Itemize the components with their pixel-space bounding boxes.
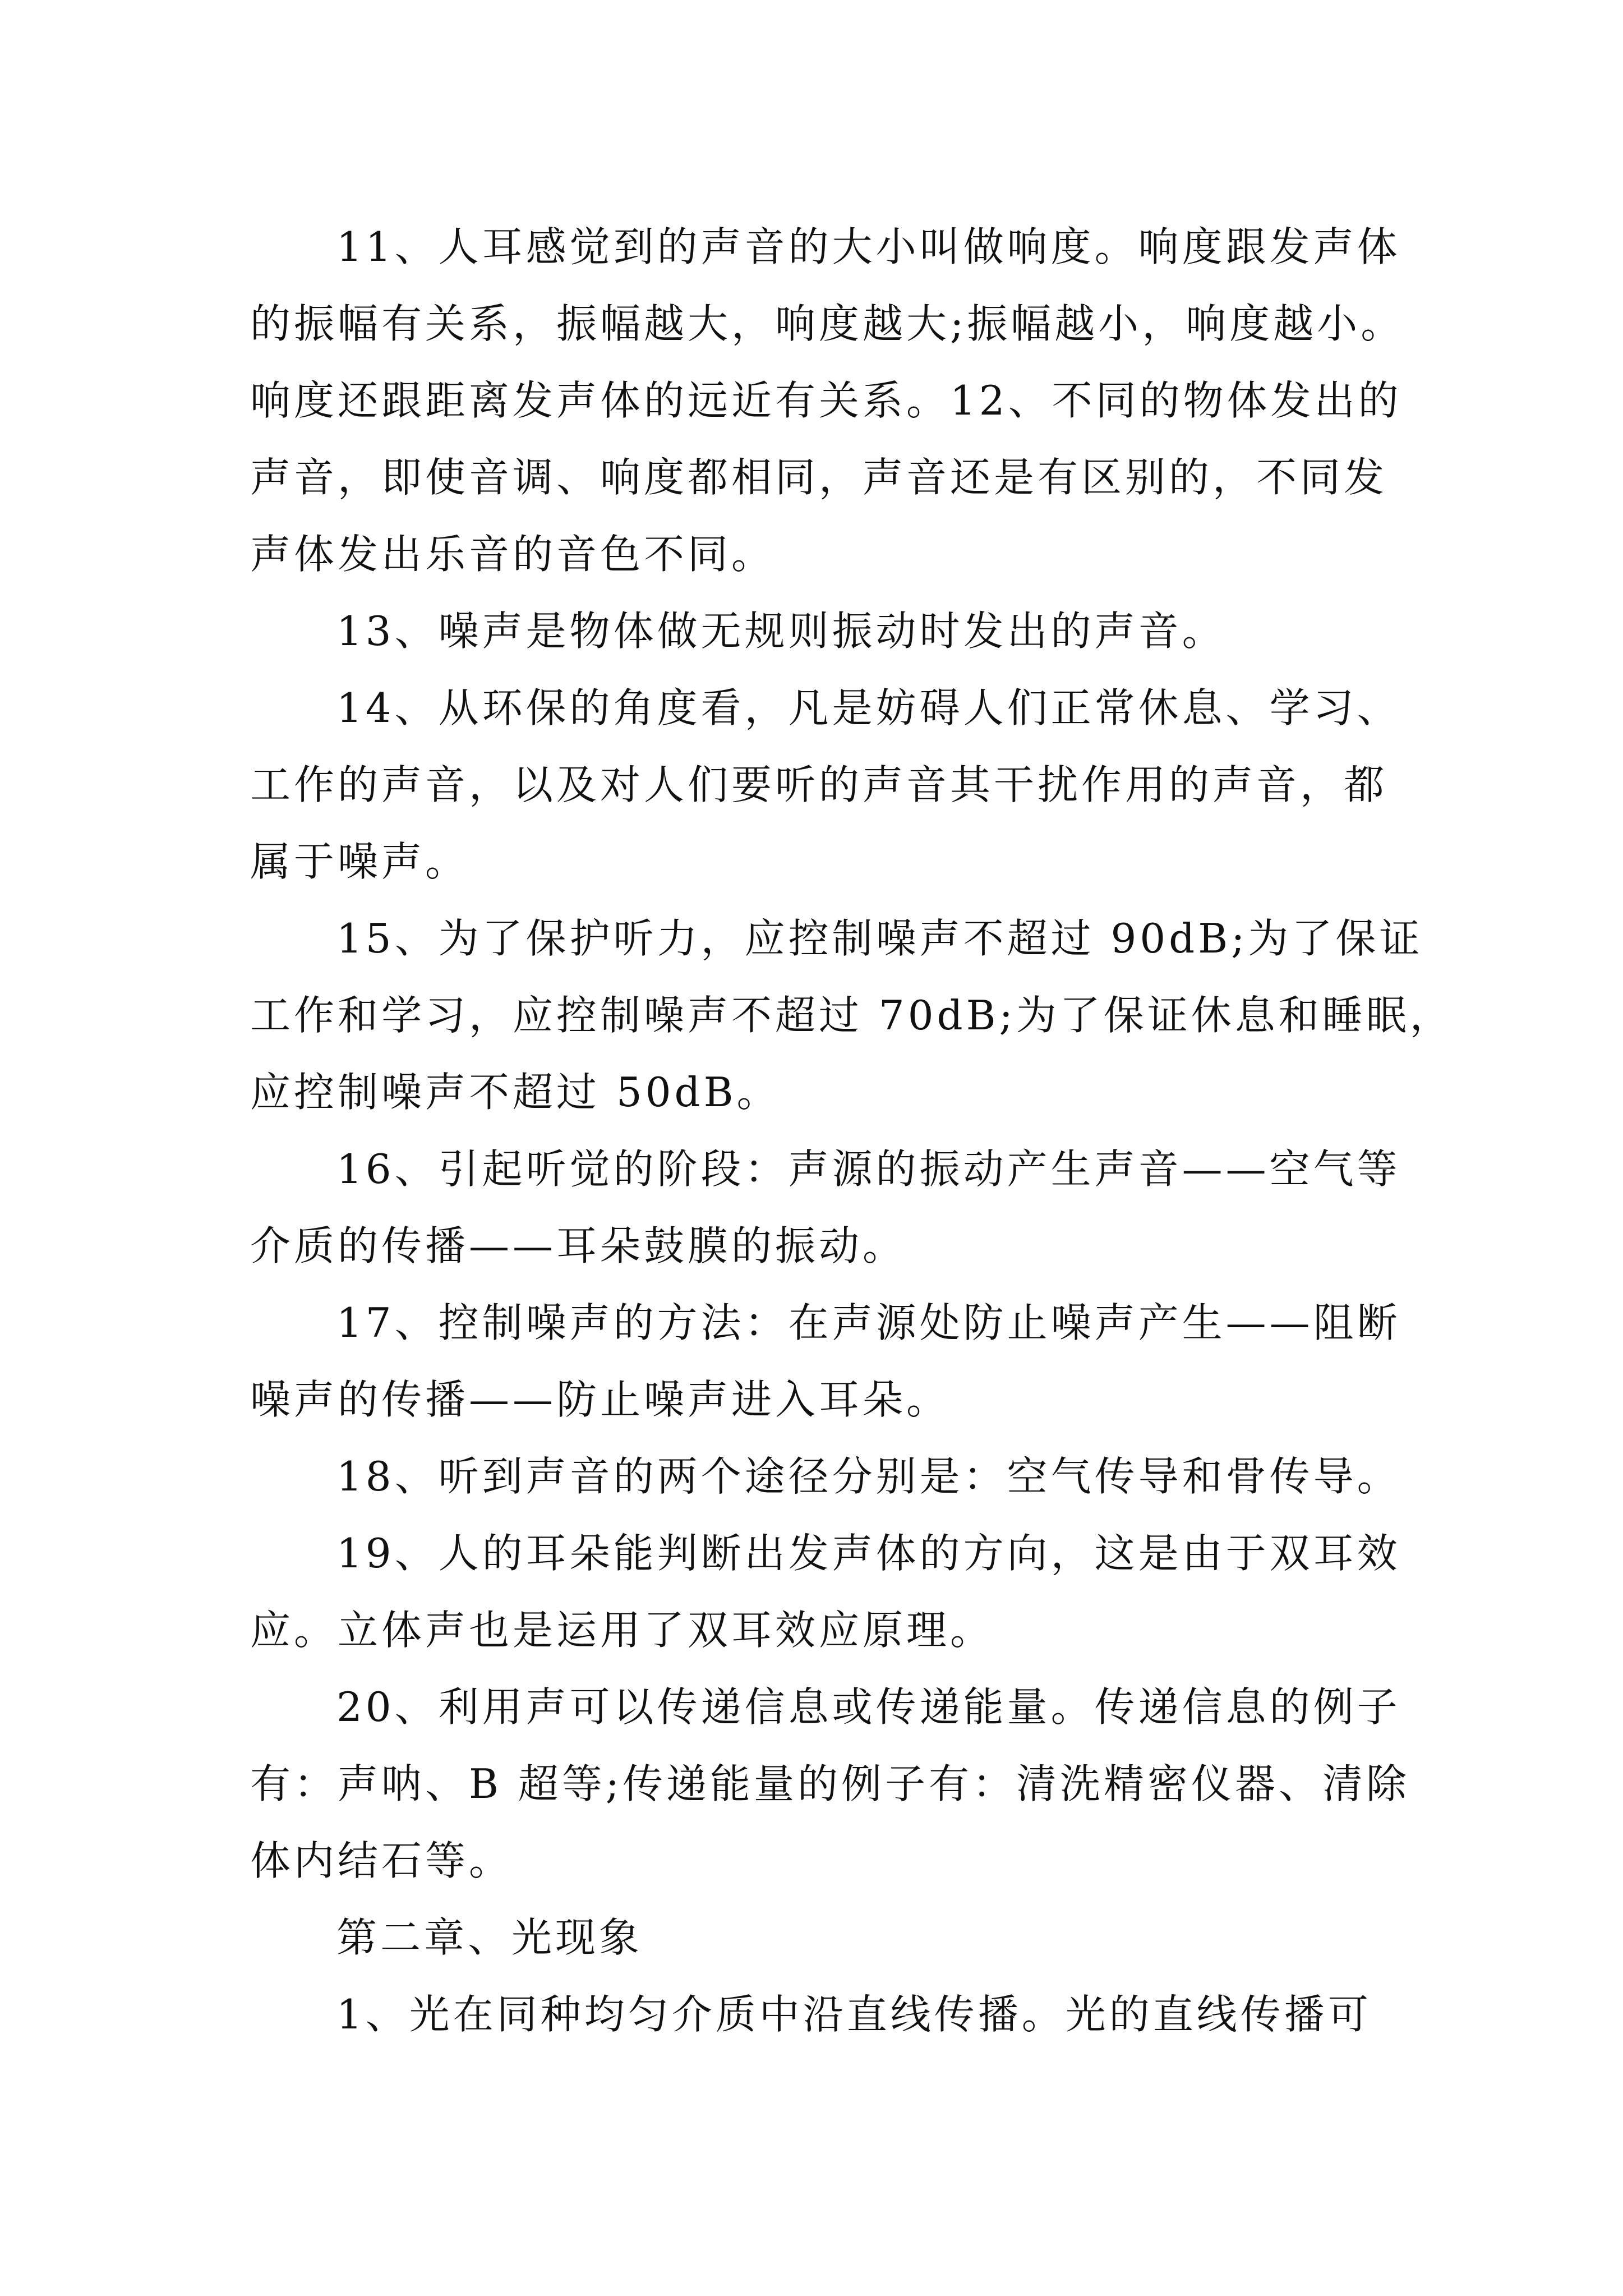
text-line: 噪声的传播——防止噪声进入耳朵。 [250, 1376, 951, 1423]
text-line: 19、人的耳朵能判断出发声体的方向，这是由于双耳效 [336, 1530, 1401, 1577]
text-line: 介质的传播——耳朵鼓膜的振动。 [250, 1222, 907, 1269]
text-line: 有：声呐、B 超等;传递能量的例子有：清洗精密仪器、清除 [250, 1760, 1410, 1807]
text-line: 13、噪声是物体做无规则振动时发出的声音。 [336, 608, 1226, 655]
paragraph-item-19 [250, 1515, 1456, 1669]
paragraph-item-18 [250, 1438, 1456, 1515]
text-line: 应。立体声也是运用了双耳效应原理。 [250, 1607, 994, 1654]
document-body [250, 209, 1456, 2053]
paragraph-item-20 [250, 1669, 1456, 1899]
paragraph-item-11 [250, 209, 1456, 593]
text-line: 11、人耳感觉到的声音的大小叫做响度。响度跟发声体 [336, 223, 1401, 270]
paragraph-item-16 [250, 1131, 1456, 1285]
chapter-title: 第二章、光现象 [336, 1914, 643, 1961]
text-line: 的振幅有关系，振幅越大，响度越大;振幅越小，响度越小。 [250, 300, 1405, 347]
text-line: 15、为了保护听力，应控制噪声不超过 90dB;为了保证 [336, 915, 1423, 962]
text-line: 声音，即使音调、响度都相同，声音还是有区别的，不同发 [250, 454, 1388, 501]
paragraph-item-13 [250, 593, 1456, 670]
text-line: 1、光在同种均匀介质中沿直线传播。光的直线传播可 [336, 1991, 1372, 2038]
chapter-heading [250, 1899, 1456, 1976]
text-line: 体内结石等。 [250, 1837, 513, 1884]
text-line: 16、引起听觉的阶段：声源的振动产生声音——空气等 [336, 1145, 1401, 1193]
text-line: 工作和学习，应控制噪声不超过 70dB;为了保证休息和睡眠， [250, 992, 1454, 1039]
paragraph-item-1 [250, 1976, 1456, 2053]
text-line: 20、利用声可以传递信息或传递能量。传递信息的例子 [336, 1683, 1401, 1731]
text-line: 属于噪声。 [250, 838, 469, 885]
text-line: 应控制噪声不超过 50dB。 [250, 1069, 781, 1116]
paragraph-item-17 [250, 1285, 1456, 1438]
text-line: 18、听到声音的两个途径分别是：空气传导和骨传导。 [336, 1453, 1401, 1500]
text-line: 声体发出乐音的音色不同。 [250, 531, 776, 578]
text-line: 工作的声音，以及对人们要听的声音其干扰作用的声音，都 [250, 761, 1388, 808]
text-line: 17、控制噪声的方法：在声源处防止噪声产生——阻断 [336, 1299, 1401, 1346]
paragraph-item-14 [250, 670, 1456, 900]
text-line: 响度还跟距离发声体的远近有关系。12、不同的物体发出的 [250, 377, 1402, 424]
paragraph-item-15 [250, 900, 1456, 1131]
text-line: 14、从环保的角度看，凡是妨碍人们正常休息、学习、 [336, 684, 1401, 731]
